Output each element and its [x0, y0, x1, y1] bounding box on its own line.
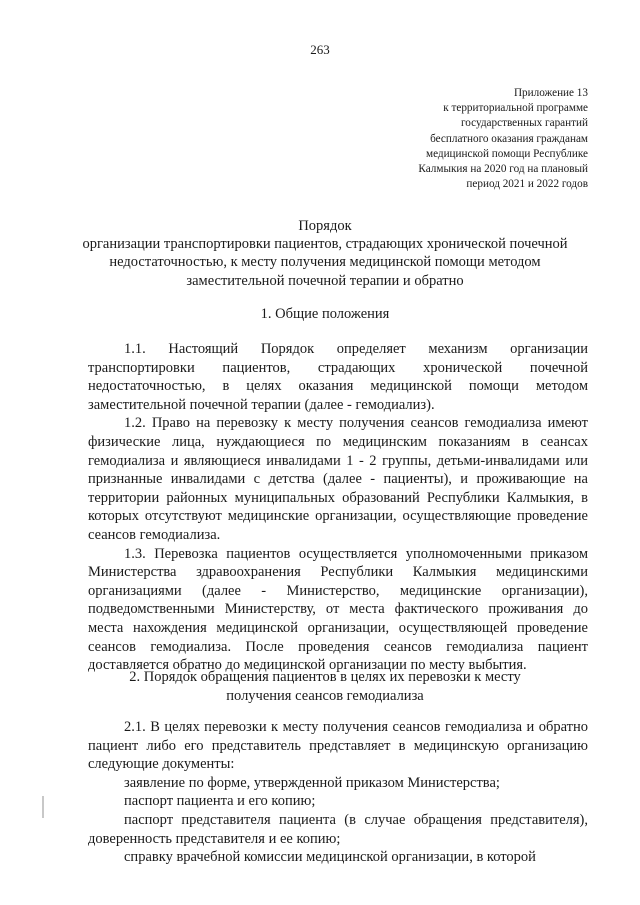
appendix-line: бесплатного оказания гражданам — [430, 132, 588, 145]
paragraph: 2.1. В целях перевозки к месту получения сеансов гемодиализа и обратно пациент либо его представитель представляет в медицинскую организацию следующие документы: — [88, 719, 588, 773]
appendix-block — [328, 86, 588, 192]
appendix-line: государственных гарантий — [460, 117, 588, 130]
paragraph: 1.3. Перевозка пациентов осуществляется уполномоченными приказом Министерства здравоохранения Республики Калмыкия медицинскими организациями (далее - Министерство, медицинские организации), подведомственными Министерству, от места фактического проживания до места нахождения медицинской организации, осуществляющей проведение сеансов гемодиализа. После проведения сеансов гемодиализа пациент доставляется обратно до медицинской организации по месту выбытия. — [88, 545, 588, 674]
list-item: паспорт пациента и его копию; — [124, 793, 316, 810]
paragraph: 1.1. Настоящий Порядок определяет механизм организации транспортировки пациентов, страдающих хронической почечной недостаточностью, в целях оказания медицинской помощи методом заместительной почечной терапии (далее - гемодиализ). — [88, 341, 588, 413]
list-item: заявление по форме, утвержденной приказом Министерства; — [124, 774, 500, 791]
paragraph: 1.2. Право на перевозку к месту получения сеансов гемодиализа имеют физические лица, нуждающиеся по медицинским показаниям в сеансах гемодиализа и являющиеся инвалидами 1 - 2 группы, детьми-инвалидами или признанные инвалидами с детства (далее - пациенты), и проживающие на территории районных муниципальных образований Республики Калмыкия, в которых отсутствуют медицинские организации, осуществляющие проведение сеансов гемодиализа. — [88, 415, 588, 543]
list-item: паспорт представителя пациента (в случае обращения представителя), доверенность представителя и ее копию; — [88, 811, 588, 847]
document-title — [60, 217, 590, 290]
page-number: 263 — [310, 42, 330, 57]
title-subtitle: организации транспортировки пациентов, страдающих хронической почечной недостаточностью, к месту получения медицинской помощи методом заместительной почечной терапии и обратно — [82, 236, 568, 289]
appendix-line: медицинской помощи Республике — [425, 147, 588, 160]
appendix-line: к территориальной программе — [443, 102, 588, 115]
appendix-line: Приложение 13 — [513, 87, 588, 99]
appendix-line: Калмыкия на 2020 год на плановый — [418, 163, 588, 176]
margin-mark — [42, 796, 44, 818]
section-2-heading: 2. Порядок обращения пациентов в целях их перевозки к месту получения сеансов гемодиализа — [129, 669, 521, 704]
section-1-heading: 1. Общие положения — [260, 306, 390, 322]
title-heading: Порядок — [298, 218, 352, 234]
section-2-body — [88, 718, 588, 867]
section-1-body — [88, 340, 588, 675]
list-item: справку врачебной комиссии медицинской организации, в которой — [124, 849, 536, 866]
appendix-line: период 2021 и 2022 годов — [466, 178, 588, 191]
